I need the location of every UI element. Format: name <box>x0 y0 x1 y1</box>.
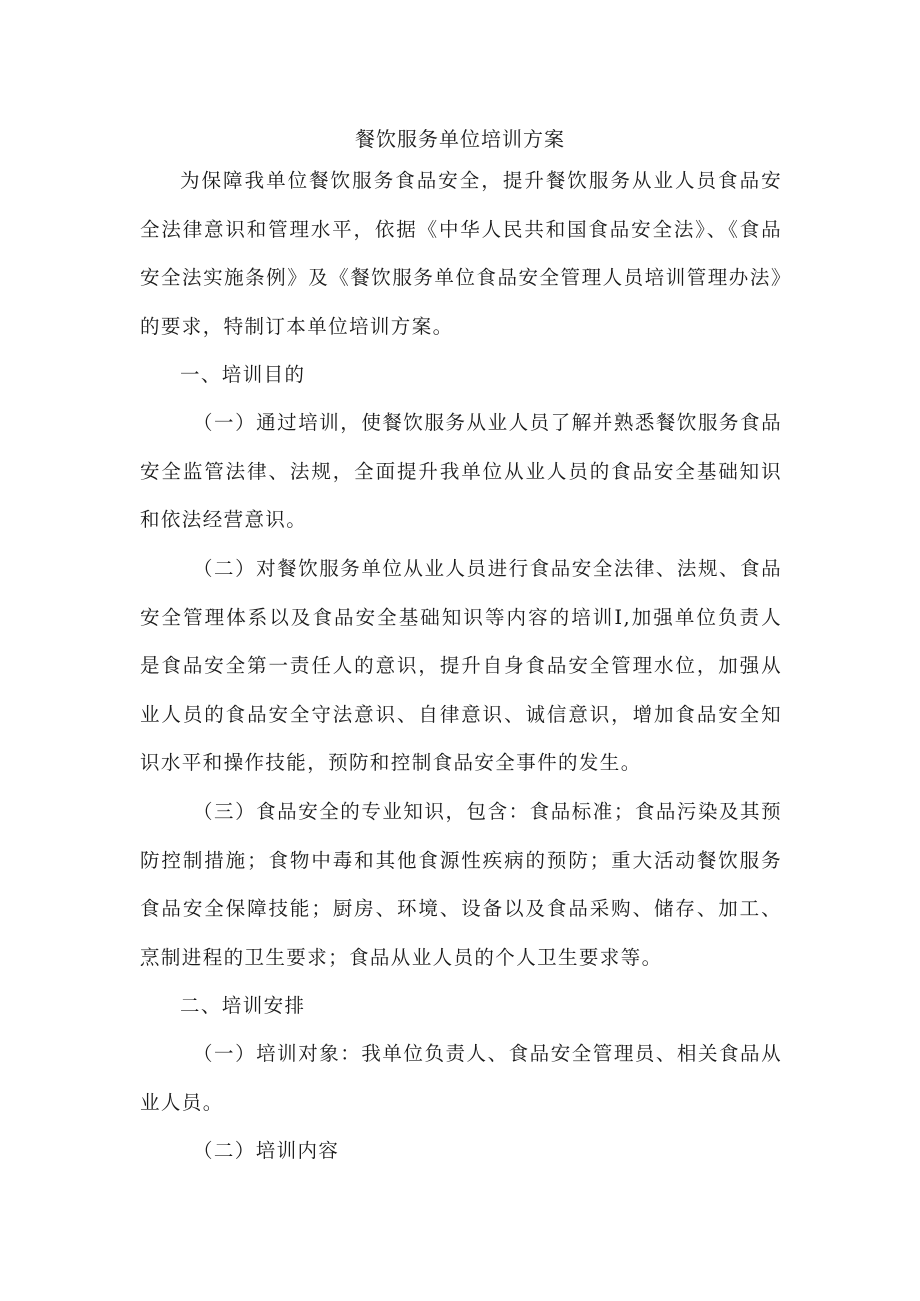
section-2-item-1: （一）培训对象：我单位负责人、食品安全管理员、相关食品从业人员。 <box>140 1042 782 1114</box>
section-1-item-1: （一）通过培训，使餐饮服务从业人员了解并熟悉餐饮服务食品安全监管法律、法规，全面提升我单位从业人员的食品安全基础知识和依法经营意识。 <box>140 411 782 531</box>
intro-paragraph: 为保障我单位餐饮服务食品安全，提升餐饮服务从业人员食品安全法律意识和管理水平，依据《中华人民共和国食品安全法》、《食品安全法实施条例》及《餐饮服务单位食品安全管理人员培训管理办法》的要求，特制订本单位培训方案。 <box>140 169 782 338</box>
section-1-item-2: （二）对餐饮服务单位从业人员进行食品安全法律、法规、食品安全管理体系以及食品安全基础知识等内容的培训I,加强单位负责人是食品安全第一责任人的意识，提升自身食品安全管理水位，加强从业人员的食品安全守法意识、自律意识、诚信意识，增加食品安全知识水平和操作技能，预防和控制食品安全事件的发生。 <box>140 557 782 774</box>
section-2-heading: 二、培训安排 <box>180 994 306 1017</box>
section-1-item-3: （三）食品安全的专业知识，包含：食品标准；食品污染及其预防控制措施；食物中毒和其他食源性疾病的预防；重大活动餐饮服务食品安全保障技能；厨房、环境、设备以及食品采购、储存、加工、烹制进程的卫生要求；食品从业人员的个人卫生要求等。 <box>140 800 782 969</box>
document-title: 餐饮服务单位培训方案 <box>355 127 565 151</box>
section-1-heading: 一、培训目的 <box>180 363 306 386</box>
section-2-item-2: （二）培训内容 <box>193 1139 340 1162</box>
